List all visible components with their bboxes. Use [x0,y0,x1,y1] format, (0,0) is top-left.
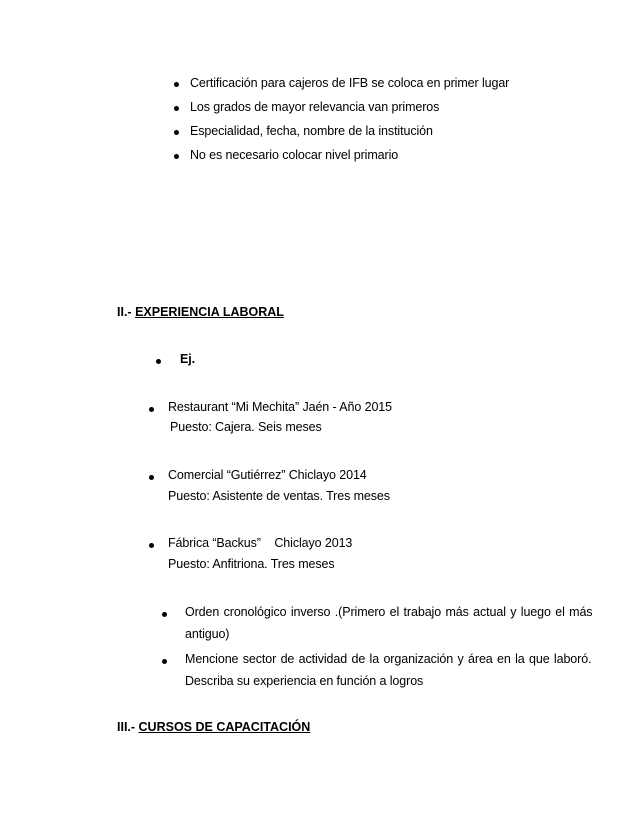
bullet-icon [174,130,179,135]
section-title: EXPERIENCIA LABORAL [135,305,284,319]
list-item: Los grados de mayor relevancia van primeros [190,100,440,114]
example-label: Ej. [180,352,195,366]
tip-line: Describa su experiencia en función a logros [185,674,424,688]
section-number: III.- [117,720,139,734]
list-item: Especialidad, fecha, nombre de la institución [190,124,433,138]
section-title: CURSOS DE CAPACITACIÓN [138,720,311,734]
job-title: Comercial “Gutiérrez” Chiclayo 2014 [168,468,367,482]
bullet-icon [162,659,167,664]
bullet-icon [149,543,154,548]
section-number: II.- [117,305,136,319]
job-detail: Puesto: Anfitriona. Tres meses [168,557,335,571]
list-item: Certificación para cajeros de IFB se coloca en primer lugar [190,76,510,90]
section-heading-cursos [117,720,310,734]
job-detail: Puesto: Cajera. Seis meses [170,420,322,434]
bullet-icon [162,612,167,617]
bullet-icon [149,475,154,480]
bullet-icon [174,106,179,111]
job-detail: Puesto: Asistente de ventas. Tres meses [168,489,390,503]
bullet-icon [156,359,161,364]
tip-line: Orden cronológico inverso .(Primero el trabajo más actual y luego el más [185,605,593,619]
job-title: Fábrica “Backus” Chiclayo 2013 [168,536,353,550]
tip-line: antiguo) [185,627,230,641]
list-item: No es necesario colocar nivel primario [190,148,399,162]
bullet-icon [174,154,179,159]
section-heading-experiencia [117,305,284,319]
bullet-icon [149,407,154,412]
tip-line: Mencione sector de actividad de la organización y área en la que laboró. [185,652,592,666]
job-title: Restaurant “Mi Mechita” Jaén - Año 2015 [168,400,392,414]
bullet-icon [174,82,179,87]
